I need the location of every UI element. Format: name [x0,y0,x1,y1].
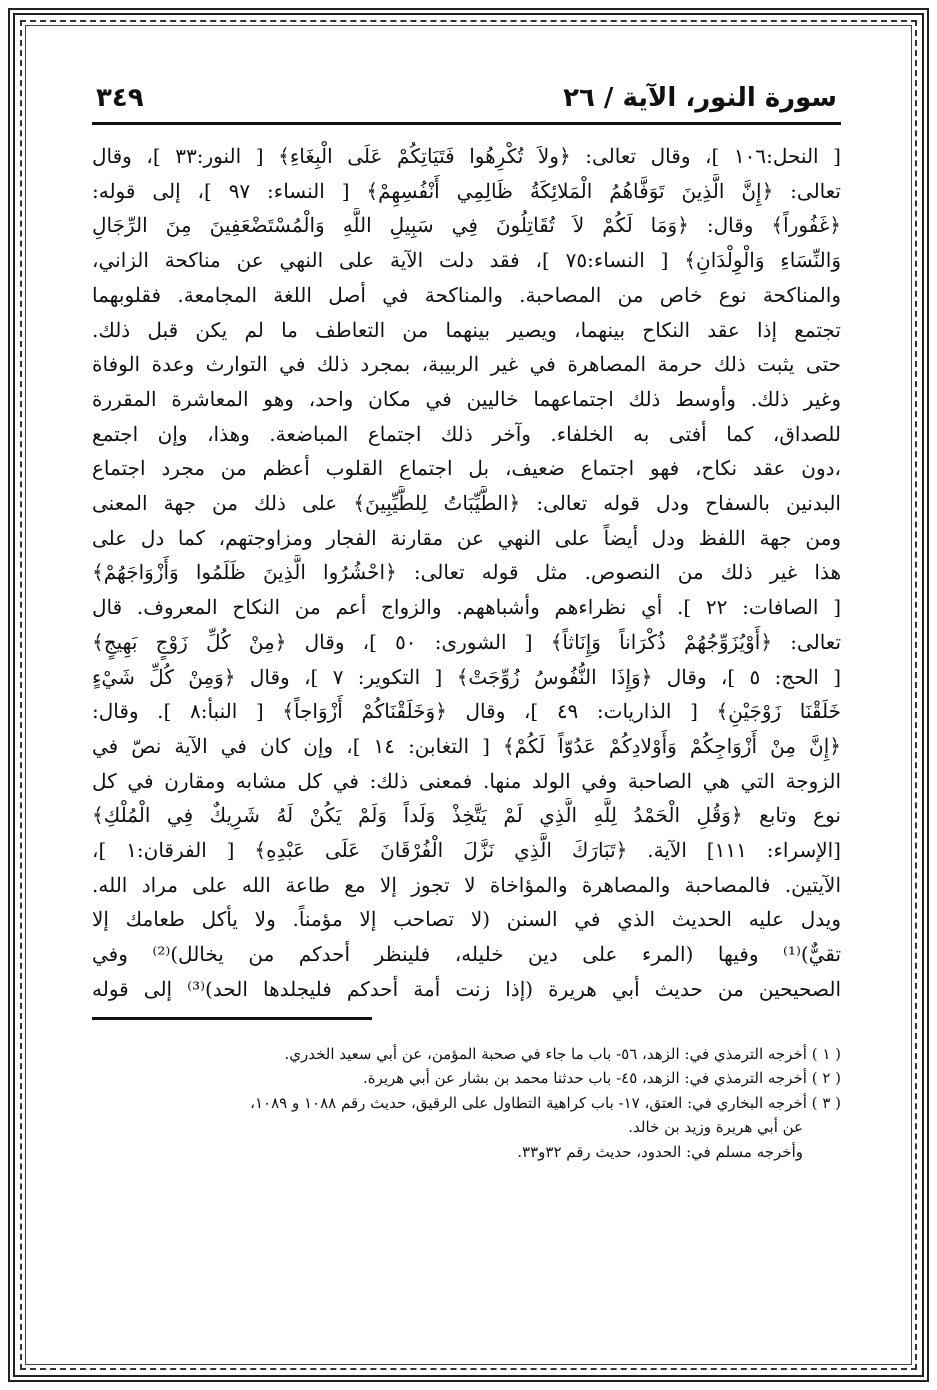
main-text [92,139,841,1007]
text-line: البدنين بالسفاح ودل قوله تعالى: ﴿الطَّيِّبَاتُ لِلطَّيِّبِينَ﴾ على ذلك من جهة المعنى [92,491,841,516]
text-line: وَالنِّسَاءِ وَالْوِلْدَانِ﴾ [ النساء:٧٥ ]، فقد دلت الآية على النهي عن مناكحة الزاني، [92,248,841,273]
page-number: ٣٤٩ [96,83,144,113]
text-line: الزوجة التي هي الصاحبة وفي الولد منها. فمعنى ذلك: في كل مشابه ومقارن في كل [92,768,841,793]
footnote-3-continuation-2: وأخرجه مسلم في: الحدود، حديث رقم ٣٢و٣٣. [517,1142,803,1161]
text-line: تعالى: ﴿أَوْيُزَوِّجُهُمْ ذُكْرَاناً وَإِنَاثاً﴾ [ الشورى: ٥٠ ]، وقال ﴿مِنْ كُلِّ زَوْجٍ بَهِيجٍ﴾ [92,629,841,654]
text-line: حتى يثبت ذلك حرمة المصاهرة في غير الربيبة، بمجرد ذلك في التوارث وعدة الوفاة [92,352,841,377]
text-line: الآيتين. فالمصاحبة والمصاهرة والمؤاخاة لا تجوز إلا مع طاعة الله على مراد الله. [92,872,841,897]
text-line: ،دون عقد نكاح، فهو اجتماع ضعيف، بل اجتماع القلوب أعظم من مجرد اجتماع [92,456,841,481]
text-line: خَلَقْنَا زَوْجَيْنِ﴾ [ الذاريات: ٤٩ ]، وقال ﴿وَخَلَقْنَاكُمْ أَزْوَاجاً﴾ [ النبأ:٨ ]. وقال: [92,699,841,724]
text-line: [ الحج: ٥ ]، وقال ﴿وَإِذَا النُّفُوسُ زُوِّجَتْ﴾ [ التكوير: ٧ ]، وقال ﴿وَمِنْ كُلِّ شَيْءٍ [92,664,841,689]
text-line: ﴿إِنَّ مِنْ أَزْوَاجِكُمْ وَأَوْلادِكُمْ عَدُوّاً لَكُمْ﴾ [ التغابن: ١٤ ]، وإن كان في الآية نصّ في [92,733,841,758]
text-line: [الإسراء: ١١١] الآية. ﴿تَبَارَكَ الَّذِي نَزَّلَ الْفُرْقَانَ عَلَى عَبْدِهِ﴾ [ الفرقان:١ ]، [92,838,841,863]
header-rule [92,122,841,125]
text-line: هذا غير ذلك من النصوص. مثل قوله تعالى: ﴿احْشُرُوا الَّذِينَ ظَلَمُوا وَأَزْوَاجَهُمْ﴾ [92,560,841,585]
text-line: للصداق، كما أفتى به الخلفاء. وآخر ذلك اجتماع المباضعة. وهذا، وإن اجتمع [92,421,841,446]
footnote-1: ( ١ ) أخرجه الترمذي في: الزهد، ٥٦- باب ما جاء في صحبة المؤمن، عن أبي سعيد الخدري. [284,1044,841,1063]
text-line: ومن جهة اللفظ ودل أيضاً على النهي عن مقارنة الفجار ومزاوجتهم، كما دل على [92,525,841,550]
text-line: تقيٌّ)⁽¹⁾ وفيها (المرء على دين خليله، فلينظر أحدكم من يخالل)⁽²⁾ وفي [92,942,841,967]
text-line: وغير ذلك. وأوسط ذلك اجتماعهما خاليين في مكان واحد، وهو المعاشرة المقررة [92,386,841,411]
text-line: تعالى: ﴿إِنَّ الَّذِينَ تَوَفَّاهُمُ الْمَلائِكَةُ ظَالِمِي أَنْفُسِهِمْ﴾ [ النساء: ٩٧ ]، إلى قوله: [92,178,841,203]
text-line: ويدل عليه الحديث الذي في السنن (لا تصاحب إلا مؤمناً. ولا يأكل طعامك إلا [92,907,841,932]
text-line: ﴿غَفُوراً﴾ وقال: ﴿وَمَا لَكُمْ لاَ تُقَاتِلُونَ فِي سَبِيلِ اللَّهِ وَالْمُسْتَضْعَفِينَ مِنَ الرِّجَالِ [92,213,841,238]
footnote-3-continuation: عن أبي هريرة وزيد بن خالد. [628,1118,803,1137]
footnote-2: ( ٢ ) أخرجه الترمذي في: الزهد، ٤٥- باب حدثنا محمد بن بشار عن أبي هريرة. [362,1069,841,1088]
surah-title: سورة النور، الآية / ٢٦ [563,83,837,113]
footnote-separator [92,1017,372,1020]
footnote-3: ( ٣ ) أخرجه البخاري في: العتق، ١٧- باب كراهية التطاول على الرقيق، حديث رقم ١٠٨٨ و ١٠٨٩، [250,1093,841,1112]
text-line: [ النحل:١٠٦ ]، وقال تعالى: ﴿ولاَ تُكْرِهُوا فَتَيَاتِكُمْ عَلَى الْبِغَاءِ﴾ [ النور:٣٣ ]، وقال [92,144,841,168]
page-header [92,78,841,118]
footnotes [92,1042,841,1165]
text-line: الصحيحين من حديث أبي هريرة (إذا زنت أمة أحدكم فليجلدها الحد)⁽³⁾ إلى قوله [92,976,841,1001]
text-line: نوع وتابع ﴿وَقُلِ الْحَمْدُ لِلَّهِ الَّذِي لَمْ يَتَّخِذْ وَلَداً وَلَمْ يَكُنْ لَهُ شَرِيكٌ فِي الْمُلْكِ﴾ [92,803,841,828]
text-line: [ الصافات: ٢٢ ]. أي نظراءهم وأشباههم. والزواج أعم من النكاح المعروف. قال [92,595,841,620]
book-page [92,78,841,1164]
text-line: تجتمع إذا عقد النكاح بينهما، ويصير بينهما من التعاطف ما لم يكن قبل ذلك. [92,317,841,342]
text-line: والمناكحة نوع خاص من المصاحبة. والمناكحة في أصل اللغة المجامعة. فقلوبهما [92,282,841,307]
